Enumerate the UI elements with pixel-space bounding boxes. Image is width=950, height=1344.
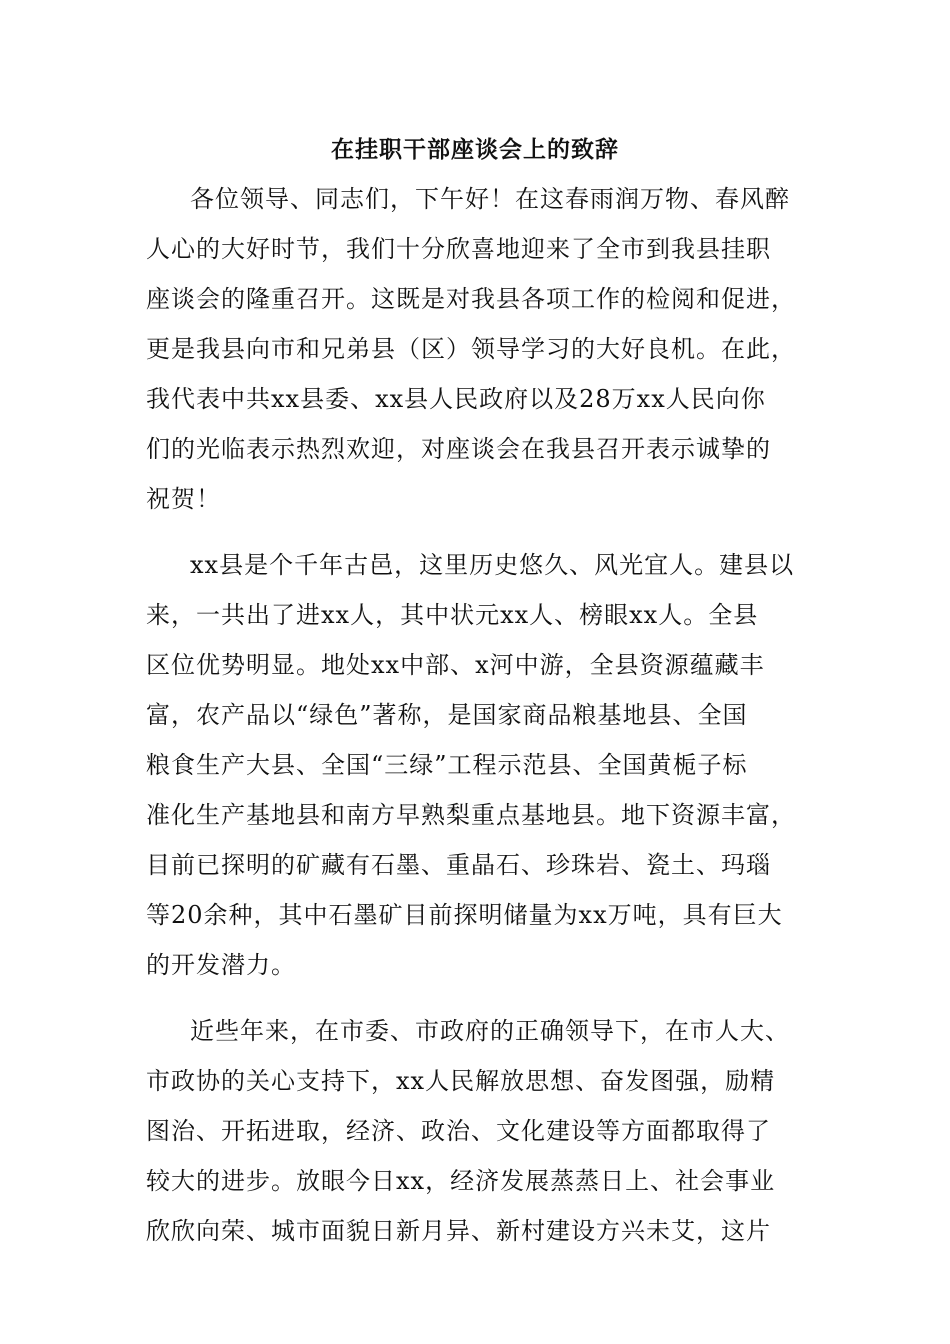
paragraph-gap [146, 524, 806, 540]
paragraph-line: 市政协的关心支持下，xx人民解放思想、奋发图强，励精 [146, 1067, 776, 1095]
paragraph-line: 的开发潜力。 [146, 951, 296, 979]
paragraph-line: 近些年来，在市委、市政府的正确领导下，在市人大、 [190, 1017, 790, 1045]
paragraph-line: 我代表中共xx县委、xx县人民政府以及28万xx人民向你 [146, 385, 766, 413]
paragraph-line: 更是我县向市和兄弟县（区）领导学习的大好良机。在此， [146, 335, 796, 363]
paragraph-line: 准化生产基地县和南方早熟梨重点基地县。地下资源丰富， [146, 801, 796, 829]
paragraph-line: 祝贺！ [146, 485, 221, 513]
paragraph-line: 粮食生产大县、全国“三绿”工程示范县、全国黄栀子标 [146, 751, 748, 779]
paragraph-line: 们的光临表示热烈欢迎，对座谈会在我县召开表示诚挚的 [146, 435, 771, 463]
paragraph-line: 来，一共出了进xx人，其中状元xx人、榜眼xx人。全县 [146, 601, 759, 629]
paragraph-line: 欣欣向荣、城市面貌日新月异、新村建设方兴未艾，这片 [146, 1217, 771, 1245]
paragraph-line: xx县是个千年古邑，这里历史悠久、风光宜人。建县以 [190, 551, 795, 579]
paragraph-line: 等20余种，其中石墨矿目前探明储量为xx万吨，具有巨大 [146, 901, 783, 929]
paragraph-line: 富，农产品以“绿色”著称，是国家商品粮基地县、全国 [146, 701, 748, 729]
paragraph-line: 区位优势明显。地处xx中部、x河中游，全县资源蕴藏丰 [146, 651, 765, 679]
document-body [146, 174, 806, 1256]
paragraph-line: 人心的大好时节，我们十分欣喜地迎来了全市到我县挂职 [146, 235, 771, 263]
paragraph-line: 目前已探明的矿藏有石墨、重晶石、珍珠岩、瓷土、玛瑙 [146, 851, 771, 879]
paragraph-line: 座谈会的隆重召开。这既是对我县各项工作的检阅和促进， [146, 285, 796, 313]
paragraph-line: 较大的进步。放眼今日xx，经济发展蒸蒸日上、社会事业 [146, 1167, 776, 1195]
paragraph-gap [146, 990, 806, 1006]
document-title: 在挂职干部座谈会上的致辞 [331, 136, 619, 163]
paragraph-line: 各位领导、同志们，下午好！在这春雨润万物、春风醉 [190, 185, 790, 213]
paragraph-line: 图治、开拓进取，经济、政治、文化建设等方面都取得了 [146, 1117, 771, 1145]
